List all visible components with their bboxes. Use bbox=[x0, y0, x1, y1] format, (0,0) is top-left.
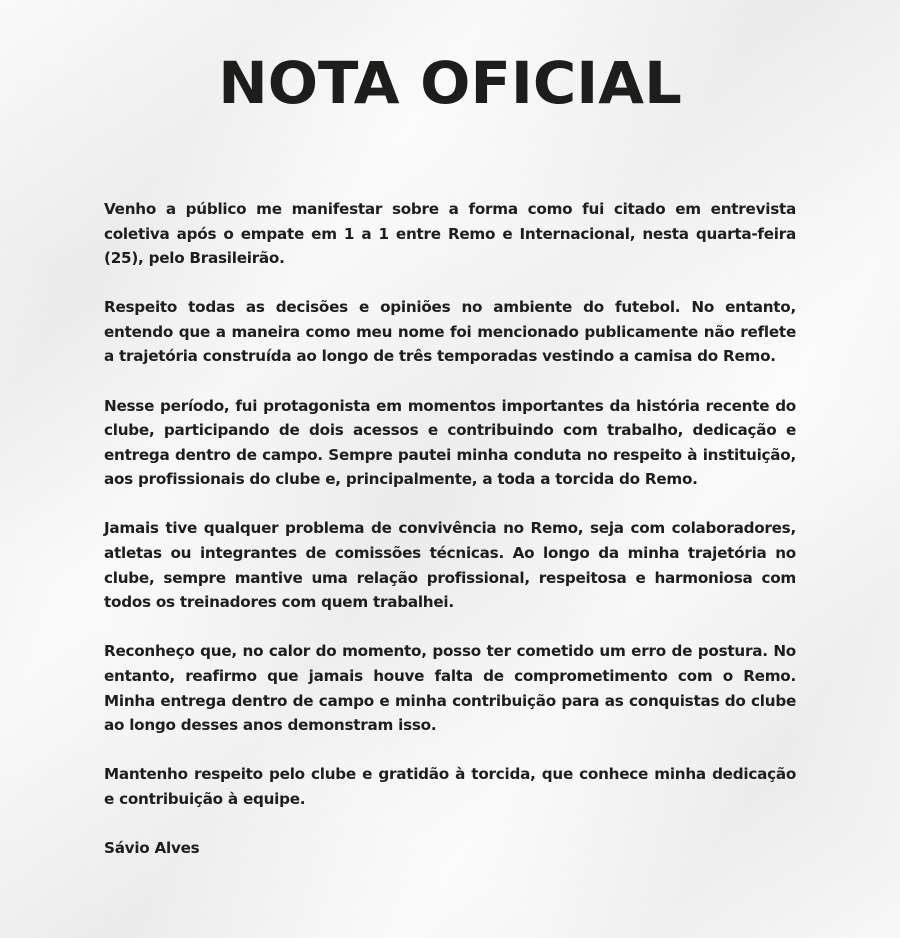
signature: Sávio Alves bbox=[104, 838, 200, 857]
paragraph-5: Reconheço que, no calor do momento, posso ter cometido um erro de postura. No entanto, reafirmo que jamais houve falta de comprometimento com o Remo. Minha entrega dentro de campo e minha contribuição para as conquistas do clube ao longo desses anos demonstram isso. bbox=[104, 642, 796, 735]
document-title: NOTA OFICIAL bbox=[218, 49, 682, 117]
paragraph-6: Mantenho respeito pelo clube e gratidão à torcida, que conhece minha dedicação e contribuição à equipe. bbox=[104, 765, 796, 808]
paragraph-4: Jamais tive qualquer problema de convivência no Remo, seja com colaboradores, atletas ou integrantes de comissões técnicas. Ao longo da minha trajetória no clube, sempre mantive uma relação profissional, respeitosa e harmoniosa com todos os treinadores com quem trabalhei. bbox=[104, 519, 796, 612]
document-body bbox=[104, 197, 796, 860]
paragraph-1: Venho a público me manifestar sobre a forma como fui citado em entrevista coletiva após o empate em 1 a 1 entre Remo e Internacional, nesta quarta-feira (25), pelo Brasileirão. bbox=[104, 200, 796, 268]
paragraph-3: Nesse período, fui protagonista em momentos importantes da história recente do clube, participando de dois acessos e contribuindo com trabalho, dedicação e entrega dentro de campo. Sempre pautei minha conduta no respeito à instituição, aos profissionais do clube e, principalmente, a toda a torcida do Remo. bbox=[104, 396, 796, 489]
paragraph-2: Respeito todas as decisões e opiniões no ambiente do futebol. No entanto, entendo que a maneira como meu nome foi mencionado publicamente não reflete a trajetória construída ao longo de três temporadas vestindo a camisa do Remo. bbox=[104, 298, 796, 366]
